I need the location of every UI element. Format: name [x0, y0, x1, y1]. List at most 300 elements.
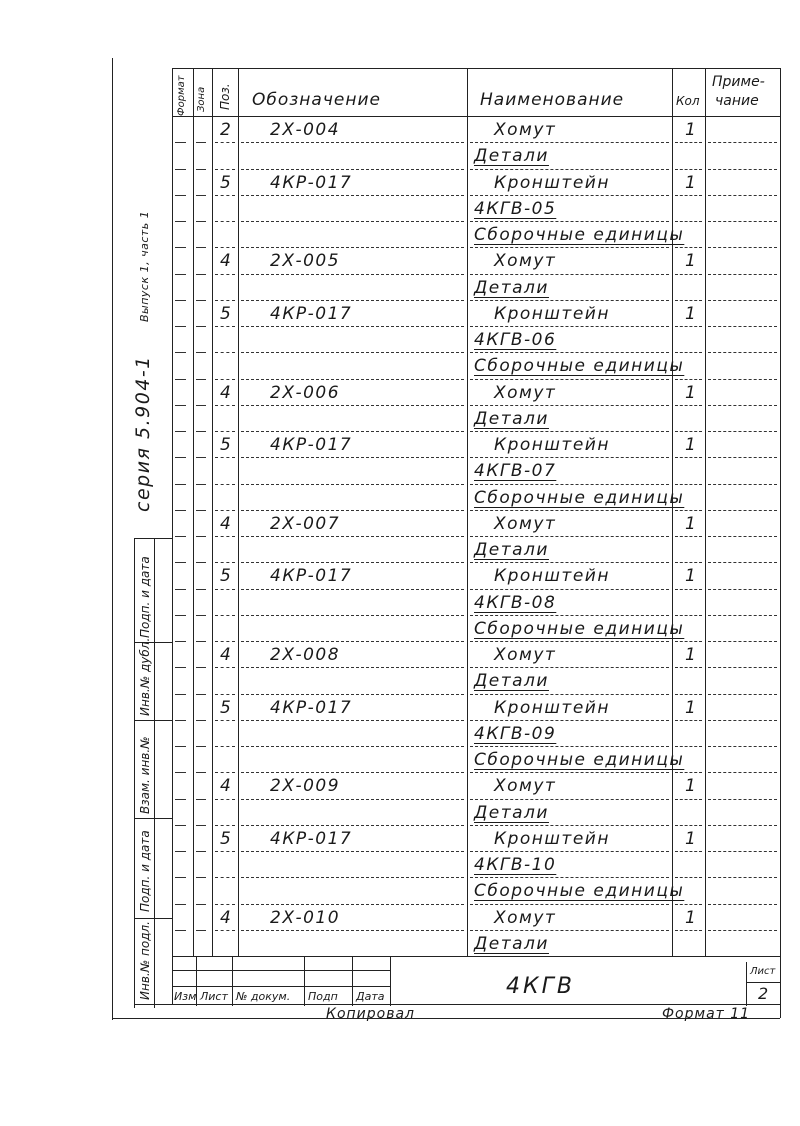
row-rule	[675, 877, 702, 878]
row-rule	[470, 169, 669, 170]
stamp-col-div-3	[134, 818, 172, 819]
row-rule	[675, 562, 702, 563]
row-rule	[241, 772, 464, 773]
row-rule	[175, 352, 186, 353]
row-qty: 1	[685, 776, 698, 797]
col-line-qty	[672, 68, 673, 956]
row-rule	[196, 799, 206, 800]
row-rule	[241, 615, 464, 616]
row-rule	[215, 930, 235, 931]
row-rule	[175, 326, 186, 327]
stamp-sheet-number: 2	[758, 984, 769, 1003]
row-designation: 2Х-009	[270, 776, 341, 797]
row-rule	[215, 379, 235, 380]
stamp-doc-no: № докум.	[236, 990, 291, 1003]
row-name: Хомут	[494, 907, 557, 928]
row-rule	[196, 326, 206, 327]
row-rule	[196, 930, 206, 931]
row-rule	[241, 247, 464, 248]
row-rule	[708, 221, 777, 222]
row-rule	[241, 379, 464, 380]
row-rule	[708, 247, 777, 248]
row-rule	[241, 667, 464, 668]
row-rule	[215, 641, 235, 642]
row-rule	[708, 667, 777, 668]
row-rule	[196, 300, 206, 301]
row-rule	[675, 195, 702, 196]
row-rule	[708, 562, 777, 563]
row-rule	[196, 746, 206, 747]
stamp-col-left-line	[134, 538, 135, 1008]
row-rule	[196, 247, 206, 248]
row-rule	[215, 247, 235, 248]
row-designation: 2Х-008	[270, 645, 341, 665]
row-rule	[470, 536, 669, 537]
row-rule	[675, 799, 702, 800]
side-series-label: серия 5.904-1	[132, 355, 154, 512]
row-rule	[470, 667, 669, 668]
row-rule	[241, 930, 464, 931]
row-rule	[675, 615, 702, 616]
row-qty: 1	[685, 382, 698, 403]
row-rule	[196, 457, 206, 458]
row-rule	[470, 195, 669, 196]
row-rule	[175, 694, 186, 695]
col-line-note	[705, 68, 706, 956]
row-rule	[675, 247, 702, 248]
stamp-col-right-line	[154, 538, 155, 1008]
row-rule	[708, 379, 777, 380]
row-rule	[708, 746, 777, 747]
row-rule	[708, 195, 777, 196]
footer-copied: Копировал	[326, 1006, 415, 1022]
row-rule	[470, 694, 669, 695]
row-rule	[470, 247, 669, 248]
row-rule	[241, 431, 464, 432]
row-rule	[175, 825, 186, 826]
row-rule	[241, 169, 464, 170]
row-rule	[196, 589, 206, 590]
side-vzam-inv: Взам. инв.№	[138, 736, 152, 814]
stamp-document-code: 4КГВ	[506, 974, 575, 999]
row-rule	[175, 799, 186, 800]
row-name: Хомут	[494, 513, 557, 534]
row-rule	[708, 536, 777, 537]
row-rule	[241, 405, 464, 406]
row-designation: 4КР-017	[270, 303, 353, 324]
row-rule	[175, 667, 186, 668]
row-rule	[708, 326, 777, 327]
row-name: Детали	[474, 802, 549, 823]
row-rule	[470, 379, 669, 380]
row-rule	[196, 536, 206, 537]
row-rule	[470, 300, 669, 301]
row-pos: 2	[220, 120, 233, 140]
row-rule	[675, 274, 702, 275]
row-rule	[175, 431, 186, 432]
row-rule	[675, 746, 702, 747]
row-rule	[708, 825, 777, 826]
row-rule	[241, 457, 464, 458]
row-rule	[708, 694, 777, 695]
row-pos: 4	[220, 382, 233, 403]
stamp-v-2	[232, 956, 233, 1006]
row-rule	[215, 195, 235, 196]
stamp-v-4	[352, 956, 353, 1006]
row-rule	[215, 457, 235, 458]
row-rule	[196, 615, 206, 616]
row-rule	[470, 930, 669, 931]
stamp-list: Лист	[200, 990, 228, 1003]
row-name: Сборочные единицы	[474, 225, 685, 245]
side-issue-label: Выпуск 1, часть 1	[138, 210, 151, 322]
row-name: 4КГВ-10	[474, 855, 557, 875]
row-designation: 4КР-017	[270, 828, 353, 849]
col-line-zone	[193, 68, 194, 956]
row-rule	[675, 589, 702, 590]
row-designation: 2Х-005	[270, 251, 341, 272]
row-rule	[675, 352, 702, 353]
row-rule	[215, 431, 235, 432]
row-rule	[175, 562, 186, 563]
row-rule	[215, 536, 235, 537]
row-rule	[215, 877, 235, 878]
row-rule	[196, 169, 206, 170]
row-rule	[241, 851, 464, 852]
row-rule	[196, 142, 206, 143]
row-rule	[675, 326, 702, 327]
row-rule	[675, 851, 702, 852]
row-name: Хомут	[494, 776, 557, 797]
row-designation: 2Х-006	[270, 382, 341, 403]
header-note-1: Приме-	[712, 74, 765, 90]
row-rule	[470, 720, 669, 721]
stamp-v-6	[746, 962, 747, 1006]
row-rule	[196, 877, 206, 878]
row-rule	[708, 510, 777, 511]
row-rule	[196, 221, 206, 222]
row-name: Детали	[474, 671, 549, 692]
row-rule	[215, 169, 235, 170]
row-rule	[675, 484, 702, 485]
row-name: Хомут	[494, 120, 557, 140]
row-rule	[215, 274, 235, 275]
row-rule	[175, 536, 186, 537]
header-pos: Поз.	[218, 83, 232, 110]
row-name: Детали	[474, 408, 549, 429]
stamp-col-div-4	[134, 918, 172, 919]
row-qty: 1	[685, 435, 698, 455]
row-rule	[215, 326, 235, 327]
row-rule	[175, 300, 186, 301]
row-rule	[470, 484, 669, 485]
stamp-col-top-line	[134, 538, 172, 539]
row-rule	[241, 589, 464, 590]
row-rule	[215, 772, 235, 773]
row-name: 4КГВ-06	[474, 330, 557, 350]
row-rule	[708, 405, 777, 406]
row-rule	[675, 694, 702, 695]
row-rule	[470, 405, 669, 406]
row-rule	[215, 615, 235, 616]
row-rule	[175, 142, 186, 143]
row-name: Хомут	[494, 645, 557, 665]
col-line-designation	[238, 68, 239, 956]
row-pos: 5	[220, 697, 233, 718]
row-rule	[470, 825, 669, 826]
row-rule	[175, 904, 186, 905]
row-rule	[470, 615, 669, 616]
row-rule	[708, 641, 777, 642]
row-rule	[241, 221, 464, 222]
header-qty: Кол	[676, 94, 700, 108]
stamp-izm: Изм	[174, 990, 197, 1003]
row-rule	[708, 615, 777, 616]
row-qty: 1	[685, 513, 698, 534]
row-pos: 5	[220, 566, 233, 587]
row-rule	[470, 562, 669, 563]
row-rule	[675, 510, 702, 511]
row-name: 4КГВ-07	[474, 461, 557, 482]
row-name: Детали	[474, 540, 549, 560]
row-rule	[215, 510, 235, 511]
row-qty: 1	[685, 566, 698, 587]
row-qty: 1	[685, 172, 698, 193]
row-pos: 4	[220, 513, 233, 534]
stamp-line-2	[172, 986, 390, 987]
row-designation: 4КР-017	[270, 697, 353, 718]
row-name: 4КГВ-08	[474, 592, 557, 613]
row-rule	[215, 904, 235, 905]
row-designation: 2Х-004	[270, 120, 341, 140]
row-rule	[675, 379, 702, 380]
row-rule	[708, 720, 777, 721]
row-rule	[675, 431, 702, 432]
row-rule	[675, 930, 702, 931]
row-rule	[175, 746, 186, 747]
row-rule	[708, 142, 777, 143]
row-rule	[708, 274, 777, 275]
row-rule	[470, 772, 669, 773]
row-rule	[470, 457, 669, 458]
row-rule	[215, 799, 235, 800]
col-line-pos	[212, 68, 213, 956]
row-rule	[175, 457, 186, 458]
row-rule	[215, 851, 235, 852]
row-rule	[175, 772, 186, 773]
row-rule	[470, 746, 669, 747]
row-rule	[241, 694, 464, 695]
stamp-v-3	[304, 956, 305, 1006]
header-designation: Обозначение	[252, 90, 381, 110]
frame-left-line	[112, 58, 113, 1020]
table-right-border	[780, 68, 781, 1018]
row-rule	[175, 274, 186, 275]
row-rule	[215, 720, 235, 721]
row-rule	[196, 484, 206, 485]
row-rule	[215, 405, 235, 406]
row-rule	[241, 300, 464, 301]
row-rule	[708, 877, 777, 878]
row-pos: 4	[220, 907, 233, 928]
row-name: Кронштейн	[494, 566, 610, 587]
row-rule	[175, 851, 186, 852]
row-rule	[175, 877, 186, 878]
stamp-col-div-2	[134, 720, 172, 721]
row-designation: 2Х-010	[270, 907, 341, 928]
stamp-sheet-label: Лист	[750, 966, 776, 977]
header-bottom-line	[172, 116, 780, 117]
row-rule	[675, 904, 702, 905]
row-rule	[196, 720, 206, 721]
row-rule	[215, 142, 235, 143]
row-rule	[215, 300, 235, 301]
row-rule	[470, 352, 669, 353]
row-rule	[175, 510, 186, 511]
side-inv-dubl: Инв.№ дубл.	[138, 637, 152, 716]
row-name: 4КГВ-09	[474, 723, 557, 744]
row-rule	[175, 615, 186, 616]
row-rule	[675, 667, 702, 668]
row-rule	[175, 930, 186, 931]
row-rule	[215, 667, 235, 668]
row-qty: 1	[685, 697, 698, 718]
row-rule	[470, 274, 669, 275]
row-rule	[196, 352, 206, 353]
row-rule	[215, 825, 235, 826]
row-rule	[675, 300, 702, 301]
row-rule	[175, 221, 186, 222]
row-rule	[175, 379, 186, 380]
row-rule	[470, 431, 669, 432]
row-rule	[196, 694, 206, 695]
row-rule	[470, 799, 669, 800]
row-qty: 1	[685, 907, 698, 928]
row-rule	[708, 169, 777, 170]
row-rule	[470, 851, 669, 852]
row-rule	[196, 904, 206, 905]
row-pos: 4	[220, 776, 233, 797]
row-rule	[215, 352, 235, 353]
table-bottom-line	[172, 956, 780, 957]
row-pos: 5	[220, 828, 233, 849]
row-rule	[241, 746, 464, 747]
row-rule	[215, 589, 235, 590]
row-rule	[470, 589, 669, 590]
row-rule	[196, 431, 206, 432]
row-rule	[175, 195, 186, 196]
row-rule	[196, 772, 206, 773]
row-rule	[241, 904, 464, 905]
row-qty: 1	[685, 303, 698, 324]
row-name: Детали	[474, 277, 549, 298]
row-name: Детали	[474, 933, 549, 954]
row-name: Сборочные единицы	[474, 487, 685, 508]
side-inv-podl: Инв.№ подл.	[138, 921, 152, 1000]
row-rule	[215, 746, 235, 747]
row-rule	[241, 720, 464, 721]
row-rule	[241, 641, 464, 642]
row-rule	[175, 405, 186, 406]
row-rule	[215, 484, 235, 485]
row-rule	[675, 142, 702, 143]
side-sign-date-2: Подп. и дата	[138, 830, 152, 912]
row-rule	[215, 694, 235, 695]
row-rule	[675, 720, 702, 721]
row-rule	[470, 641, 669, 642]
row-rule	[241, 142, 464, 143]
row-rule	[241, 352, 464, 353]
row-rule	[241, 877, 464, 878]
row-rule	[241, 562, 464, 563]
row-name: Хомут	[494, 251, 557, 272]
header-note-2: чание	[715, 93, 759, 109]
row-rule	[196, 825, 206, 826]
row-pos: 4	[220, 251, 233, 272]
row-name: 4КГВ-05	[474, 198, 557, 219]
row-rule	[708, 799, 777, 800]
row-pos: 5	[220, 172, 233, 193]
row-rule	[708, 431, 777, 432]
row-rule	[708, 772, 777, 773]
stamp-sign: Подп	[308, 990, 338, 1003]
row-rule	[675, 772, 702, 773]
row-rule	[196, 274, 206, 275]
row-rule	[215, 562, 235, 563]
row-pos: 5	[220, 435, 233, 455]
row-rule	[196, 405, 206, 406]
col-line-name	[467, 68, 468, 956]
row-name: Кронштейн	[494, 697, 610, 718]
row-rule	[470, 877, 669, 878]
row-rule	[241, 484, 464, 485]
row-designation: 2Х-007	[270, 513, 341, 534]
row-rule	[175, 247, 186, 248]
row-designation: 4КР-017	[270, 172, 353, 193]
row-qty: 1	[685, 645, 698, 665]
row-name: Кронштейн	[494, 172, 610, 193]
row-rule	[708, 904, 777, 905]
stamp-date: Дата	[356, 990, 385, 1003]
row-rule	[708, 851, 777, 852]
row-rule	[675, 169, 702, 170]
row-rule	[241, 799, 464, 800]
row-qty: 1	[685, 828, 698, 849]
row-rule	[470, 142, 669, 143]
row-rule	[241, 536, 464, 537]
row-rule	[675, 825, 702, 826]
header-zone: Зона	[196, 86, 207, 112]
row-rule	[175, 589, 186, 590]
row-rule	[675, 536, 702, 537]
row-rule	[241, 510, 464, 511]
row-name: Сборочные единицы	[474, 618, 685, 639]
row-rule	[175, 169, 186, 170]
row-rule	[675, 221, 702, 222]
row-rule	[470, 221, 669, 222]
row-name: Кронштейн	[494, 828, 610, 849]
row-rule	[708, 300, 777, 301]
row-rule	[196, 667, 206, 668]
row-rule	[708, 352, 777, 353]
row-rule	[708, 589, 777, 590]
row-name: Кронштейн	[494, 303, 610, 324]
row-designation: 4КР-017	[270, 566, 353, 587]
row-rule	[470, 904, 669, 905]
header-format: Формат	[176, 75, 187, 116]
row-qty: 1	[685, 251, 698, 272]
row-rule	[196, 641, 206, 642]
